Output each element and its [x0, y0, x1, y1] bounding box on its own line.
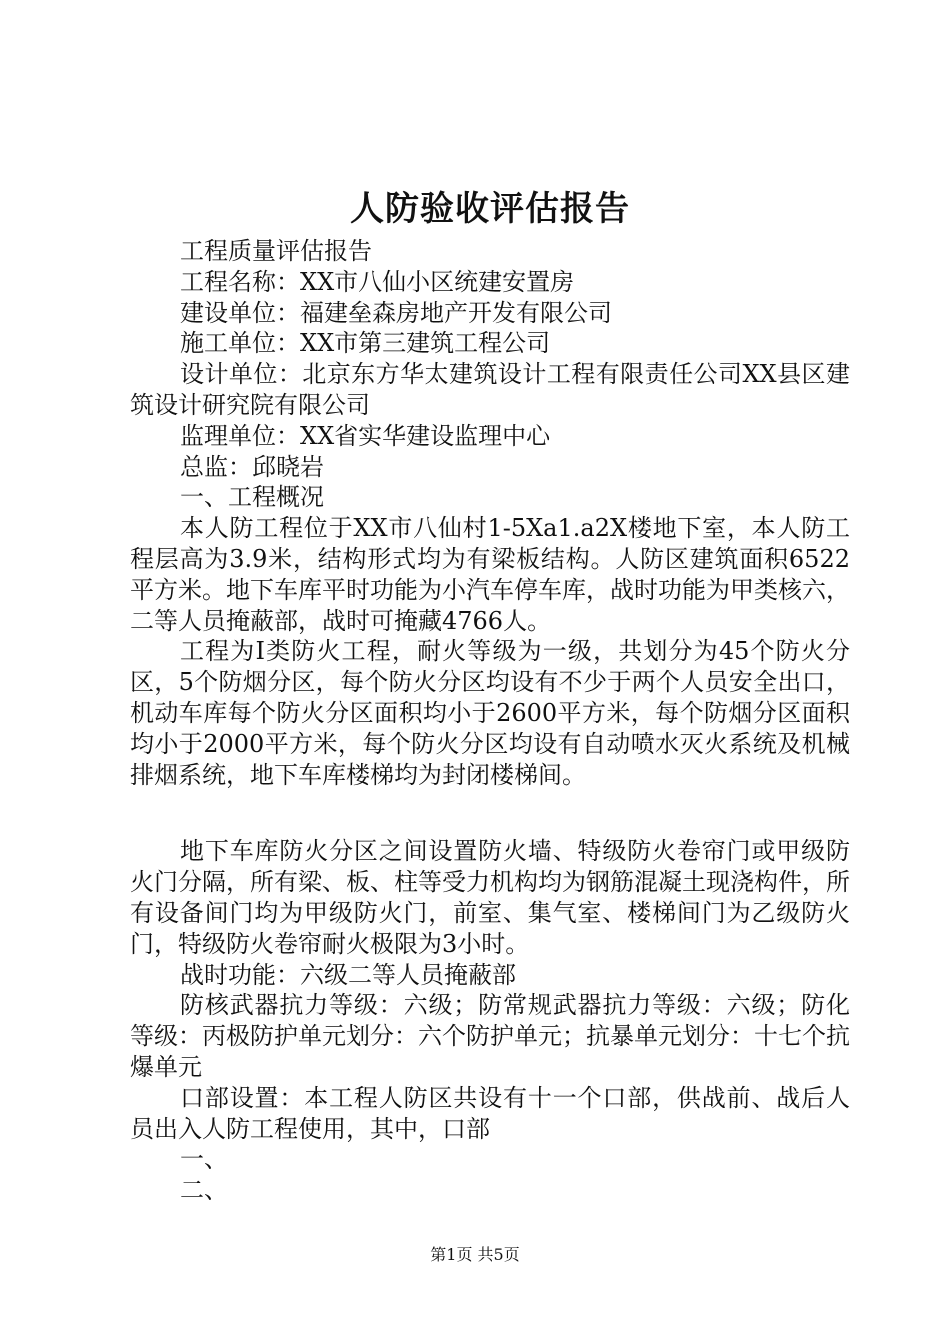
fire-separation-paragraph: 地下车库防火分区之间设置防火墙、特级防火卷帘门或甲级防火门分隔，所有梁、板、柱等受力机构均为钢筋混凝土现浇构件，所有设备间门均为甲级防火门，前室、集气室、楼梯间门为乙级防火门，特级防火卷帘耐火极限为3小时。: [130, 837, 850, 958]
document-title: 人防验收评估报告: [350, 189, 630, 229]
section-heading-overview: 一、工程概况: [180, 483, 324, 512]
page-footer: 第1页 共5页: [430, 1245, 520, 1264]
overview-paragraph: 本人防工程位于XX市八仙村1-5Xa1.a2X楼地下室，本人防工程层高为3.9米，结构形式均为有梁板结构。人防区建筑面积6522平方米。地下车库平时功能为小汽车停车库，战时功能为甲类核六，二等人员掩蔽部，战时可掩藏4766人。: [130, 514, 850, 635]
fire-protection-paragraph: 工程为Ⅰ类防火工程，耐火等级为一级，共划分为45个防火分区，5个防烟分区，每个防火分区均设有不少于两个人员安全出口，机动车库每个防火分区面积均小于2600平方米，每个防烟分区面积均小于2000平方米，每个防火分区均设有自动喷水灭火系统及机械排烟系统，地下车库楼梯均为封闭楼梯间。: [130, 637, 850, 789]
builder-unit-line: 施工单位：XX市第三建筑工程公司: [180, 329, 551, 358]
paragraph-gap: [130, 790, 850, 836]
chief-supervisor-line: 总监：邱晓岩: [180, 452, 324, 481]
design-unit-line: 设计单位：北京东方华太建筑设计工程有限责任公司XX县区建筑设计研究院有限公司: [130, 360, 850, 419]
supervision-unit-line: 监理单位：XX省实华建设监理中心: [180, 421, 551, 450]
construction-unit-line: 建设单位：福建垒森房地产开发有限公司: [180, 298, 612, 327]
list-item-one: 一、: [180, 1145, 228, 1174]
document-page: [130, 184, 850, 1206]
resistance-level-paragraph: 防核武器抗力等级：六级；防常规武器抗力等级：六级；防化等级：丙极防护单元划分：六个防护单元；抗暴单元划分：十七个抗爆单元: [130, 991, 850, 1081]
report-type-line: 工程质量评估报告: [180, 237, 372, 265]
entrance-setup-paragraph: 口部设置：本工程人防区共设有十一个口部，供战前、战后人员出入人防工程使用，其中，口部: [130, 1083, 850, 1143]
list-item-two: 二、: [180, 1176, 228, 1205]
project-name-line: 工程名称：XX市八仙小区统建安置房: [180, 267, 575, 296]
wartime-function-line: 战时功能：六级二等人员掩蔽部: [180, 960, 516, 989]
